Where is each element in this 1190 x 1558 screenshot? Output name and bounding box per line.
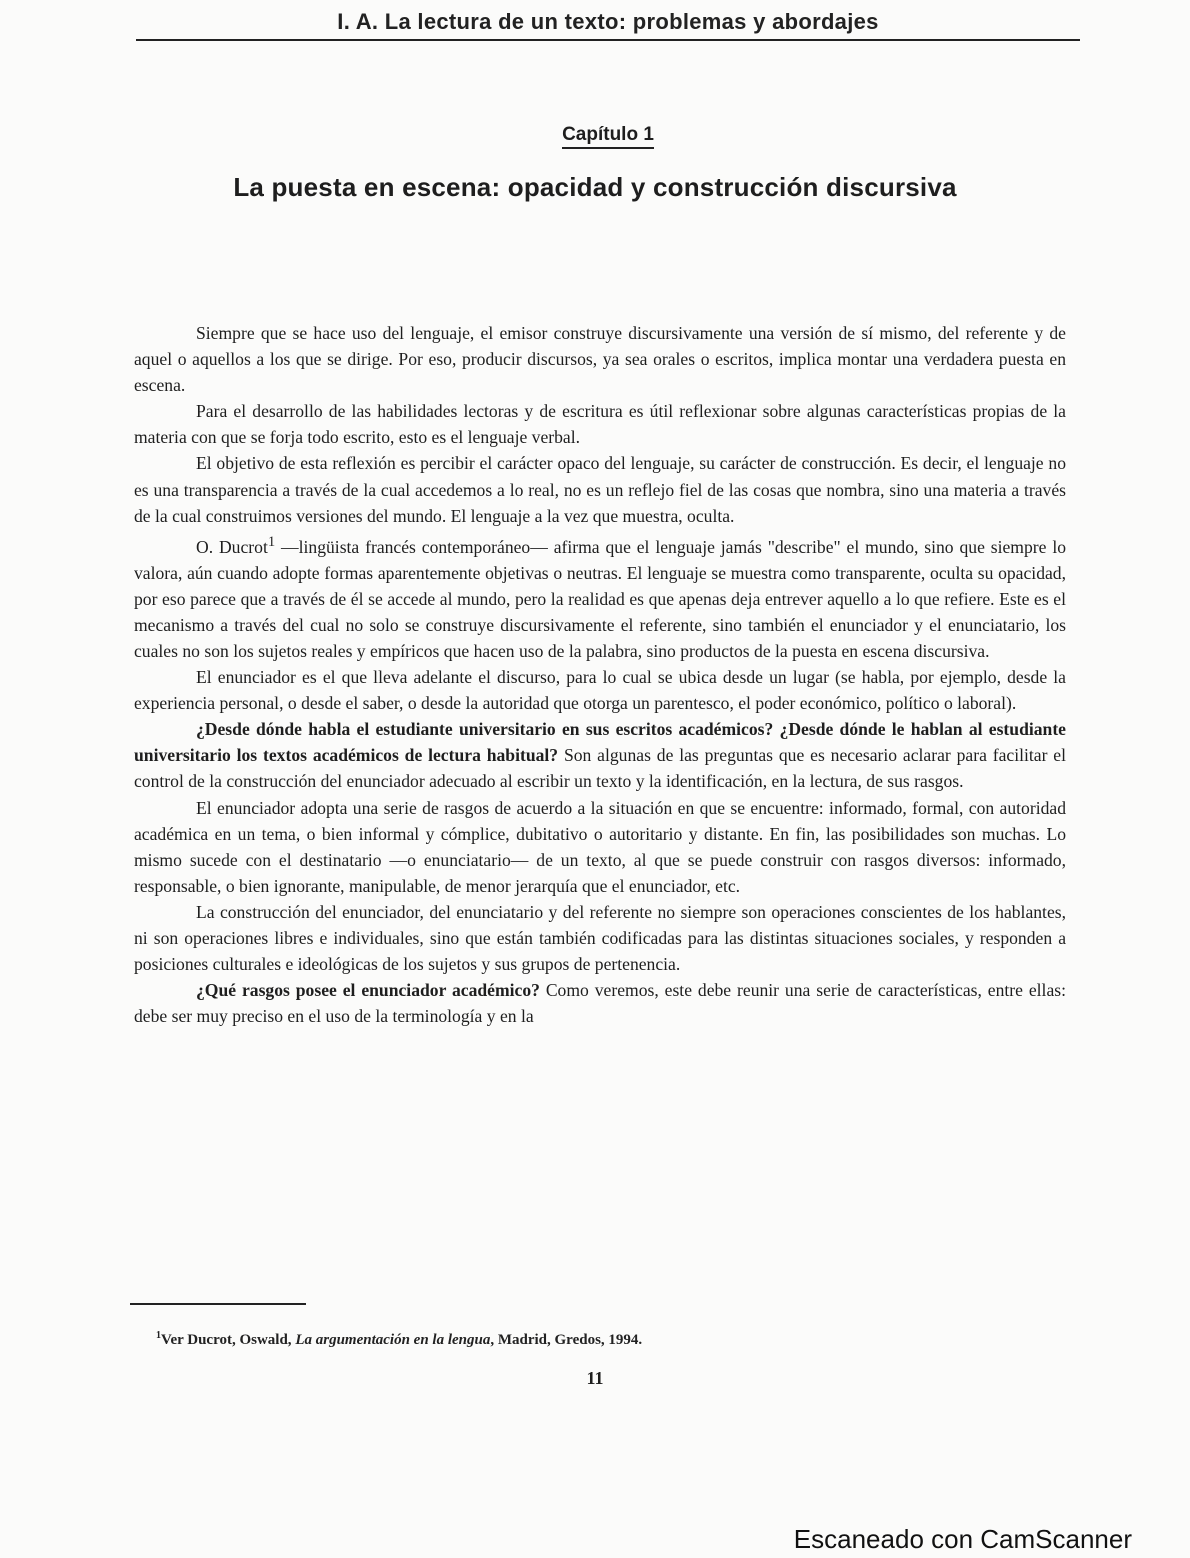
paragraph-text: Para el desarrollo de las habilidades lectoras y de escritura es útil reflexionar sobre algunas características propias de la materia con que se forja todo escrito, esto es el lenguaje verbal. <box>134 401 1066 448</box>
chapter-label-text: Capítulo 1 <box>562 124 654 149</box>
footnote-prefix: Ver Ducrot, Oswald, <box>161 1332 296 1348</box>
header-rule <box>136 39 1080 41</box>
paragraph <box>134 320 1066 398</box>
footnote-marker: 1 <box>267 533 276 550</box>
paragraph-text: El enunciador es el que lleva adelante el discurso, para lo cual se ubica desde un lugar (se habla, por ejemplo, desde la experiencia personal, o desde el saber, o desde la autoridad que otorga un parentesco, el poder económico, político o laboral). <box>134 667 1066 714</box>
paragraph <box>134 450 1066 528</box>
paragraph-question: ¿Desde dónde habla el estudiante universitario en sus escritos académicos? ¿Desde dónde le hablan al estudiante universitario los textos académicos de lectura habitual? <box>134 719 1066 766</box>
paragraph-text: El enunciador adopta una serie de rasgos de acuerdo a la situación en que se encuentre: informado, formal, con autoridad académica en un tema, o bien informal y cómplice, dubitativo o autoritario y distante. En fin, las posibilidades son muchas. Lo mismo sucede con el destinatario —o enunciatario— de un texto, al que se puede construir con rasgos diversos: informado, responsable, o bien ignorante, manipulable, de menor jerarquía que el enunciador, etc. <box>134 797 1066 896</box>
body-text <box>134 320 1066 1029</box>
scanner-watermark: Escaneado con CamScanner <box>793 1524 1132 1554</box>
paragraph <box>134 716 1066 794</box>
page-number: 11 <box>586 1368 604 1388</box>
footnote-rule <box>130 1303 306 1305</box>
paragraph <box>134 664 1066 716</box>
running-header: I. A. La lectura de un texto: problemas y abordajes <box>337 9 879 34</box>
paragraph-lead: O. Ducrot <box>196 536 268 557</box>
paragraph-text: Siempre que se hace uso del lenguaje, el emisor construye discursivamente una versión de sí mismo, del referente y de aquel o aquellos a los que se dirige. Por eso, producir discursos, ya sea orales o escritos, implica montar una verdadera puesta en escena. <box>134 323 1066 396</box>
footnote <box>156 1330 642 1349</box>
paragraph <box>134 977 1066 1029</box>
paragraph <box>134 529 1066 664</box>
paragraph-question: ¿Qué rasgos posee el enunciador académico? <box>196 980 540 1001</box>
paragraph-text: —lingüista francés contemporáneo— afirma que el lenguaje jamás "describe" el mundo, sino que siempre lo valora, aún cuando adopte formas aparentemente objetivas o neutras. El lenguaje se muestra como transparente, oculta su opacidad, por eso parece que a través de él se accede al mundo, pero la realidad es que apenas deja entrever aquello a lo que refiere. Este es el mecanismo a través del cual no solo se construye discursivamente el referente, sino también el enunciador y el enunciatario, los cuales no son los sujetos reales y empíricos que hacen uso de la palabra, sino productos de la puesta en escena discursiva. <box>134 536 1067 661</box>
paragraph-text: El objetivo de esta reflexión es percibir el carácter opaco del lenguaje, su carácter de construcción. Es decir, el lenguaje no es una transparencia a través de la cual accedemos a lo real, no es un reflejo fiel de las cosas que nombra, sino una materia a través de la cual construimos versiones del mundo. El lenguaje a la vez que muestra, oculta. <box>134 453 1066 526</box>
paragraph <box>134 899 1066 977</box>
paragraph <box>134 398 1066 450</box>
footnote-work-title: La argumentación en la lengua <box>295 1332 491 1348</box>
chapter-label <box>0 124 1190 146</box>
paragraph-text: La construcción del enunciador, del enunciatario y del referente no siempre son operaciones conscientes de los hablantes, ni son operaciones libres e individuales, sino que están también codificadas para las distintas situaciones sociales, y responden a posiciones culturales e ideológicas de los sujetos y sus grupos de pertenencia. <box>134 901 1066 975</box>
footnote-number: 1 <box>156 1330 161 1341</box>
paragraph-text: Como veremos, este debe reunir una serie de características, entre ellas: debe ser muy preciso en el uso de la terminología y en la <box>134 980 1066 1027</box>
footnote-suffix: , Madrid, Gredos, 1994. <box>490 1332 643 1348</box>
chapter-title: La puesta en escena: opacidad y construcción discursiva <box>233 172 957 202</box>
paragraph-text: Son algunas de las preguntas que es necesario aclarar para facilitar el control de la construcción del enunciador adecuado al escribir un texto y la identificación, en la lectura, de sus rasgos. <box>134 745 1066 792</box>
paragraph <box>134 795 1066 899</box>
